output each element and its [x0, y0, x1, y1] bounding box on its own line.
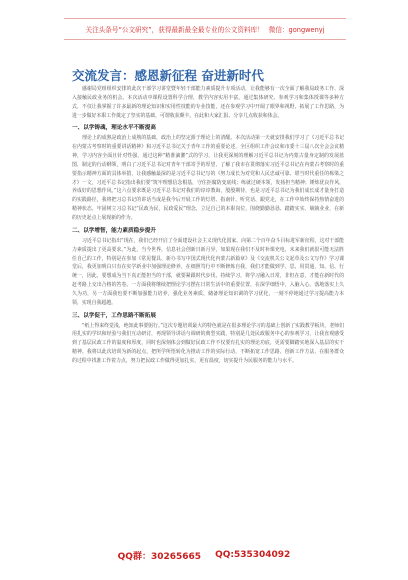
footer-qq: QQ:535304092 [215, 550, 291, 560]
promo-banner [64, 18, 346, 40]
page-footer [0, 548, 408, 562]
section-2-heading: 二、以学增智，能力素质稳步提升 [72, 227, 156, 234]
section-1-heading: 一、以学铸魂，理论水平不断提高 [72, 125, 156, 132]
footer-qq-group: QQ群：30265665 [117, 551, 202, 562]
section-2-paragraph: 习近平总书记指出“现在，我们已经开启了全面建设社会主义现代化国家，向第二个百年奋斗目标进军新征程，这对干部能力素质提出了更高要求。”为此，当今世界，信息社会创新日新月异，如果现在我们不及时补课充电，未来我们就很可能无法胜任自己的工作，特别是在参加《常见餐具、新办书写中国式现代化内蒙古新篇章》及《交流机关公文起草及公文写作》学习课堂后，我更加明白只有在实学新业中加强理论修养，在细照笃行中不断修炼自我，我们才能做到学、思、用贯通，知、信、行统一，因此，要想成为当下真正能担当的干部，就要紧跟时代步伐，持续学习，将学习融入日常，非但在意，才能在新时代的赶考路上交出合格的答卷。一方面我将继续把理论学习摆在日常生活中的重要位置，在深学细悟中，入脑入心、落地落实上久久为功，另一方面我也要不断加强能力培养，强化业务素质、储备理论知识调的学习优化，一刻不停地通过学习提高能力本领，实现自我超越。 [72, 237, 344, 306]
promo-banner-text: 关注头条号“公文研究”，获得最新最全最专业的公文资料库！ [85, 26, 264, 34]
document-title: 交流发言：感恩新征程 奋进新时代 [72, 68, 264, 83]
promo-banner-wechat: 微信：gongwenyj [268, 26, 325, 34]
section-3-heading: 三、以学促干，工作思路不断拓展 [72, 312, 156, 319]
section-3-paragraph: “纸上得来终觉浅，绝知此事要躬行。”这次专题培训最大的特色就是在很多理论学习的基础上创新了实践教学板块，老师们用扎实的学识和经验与我们互动研讨，再现领导讲话与调研的典型实践，特别是几处民政服务中心的参观学习，让我直观感受到了基层民政工作的温度和厚度，同时也深刻体会到做好民政工作不仅要有扎实的理论功底，更需要脚踏实地深入基层的实干精神。我将以此次培训为新的起点，把所学所悟转化为推动工作的实际行动，不断拓宽工作思路、创新工作方法，在服务群众的过程中找准工作着力点，努力把民政工作做得更加扎实、更有温度，切实提升为民服务的能力与水平。 [72, 322, 344, 364]
intro-paragraph: 感谢局党组组织安排的此次干部学习讲堂暨年轻干部能力素质提升专项活动，让我能够有一次全面了解我局政务工作、深入接触民政业务的机会。本次活动中课程设置科学合理，教学内容实用丰富，通过集体研究、参观学习和集体授课等多种方式，不仅让我掌握了许多最新的理论知识和实用性技能的专业技能，还在参观学习中开阔了眼界和视野，拓展了工作思路，为进一步做好本职工作奠定了坚实的基础，可谓收获颇丰。在此和大家汇报、分享几点收获和体会。 [72, 86, 344, 119]
document-body [72, 85, 344, 366]
section-1-paragraph: 理论上的成熟是政治上成熟的基础，政治上的坚定源于理论上的清醒。本次活动第一天就安排我们学习了《习近平总书记在内蒙古考察时的重要讲话精神》和习近平总书记关于青年工作的重要论述，全区组织工作会议和市委十三届八次全会会议精神，学习内容全面且针对性强，通过这种“精准滴灌”式的学习，让我更深刻的理解习近平总书记为内蒙古量身定制的发展蓝图，制定的行动纲领，明白了习近平总书记对青年干部寄予的厚望，了解了我市在贯彻落实习近平总书记在内蒙古考察时的重要指示精神方面的具体举措，让我感触最深的是习近平总书记写的《努力成长为对党和人民忠诚可靠、堪当时代重任的栋梁之才》一文，习近平总书记指出我们要“筑牢理想信念根基，守住拒腐防变底线；练就过硬本领，发扬担当精神；锤炼优良作风，养成好的思想作风。”这六点要求既是习近平总书记对我们的谆谆教诲，殷殷期待，也是习近平总书记为我们成长成才量身打造的实践路径，我将把习总书记的讲话当成是我今后开展工作的灯塔、指南针、听党话、跟党走，在工作中始终保持热情奋进的精神状态，牢固树立习总书记“民政为民，民政爱民”理念，立足自己的本职岗位，围绕勤勤恳恳、踏踏实实、兢兢业业，在新的历史起点上展现新的作为。 [72, 135, 344, 221]
